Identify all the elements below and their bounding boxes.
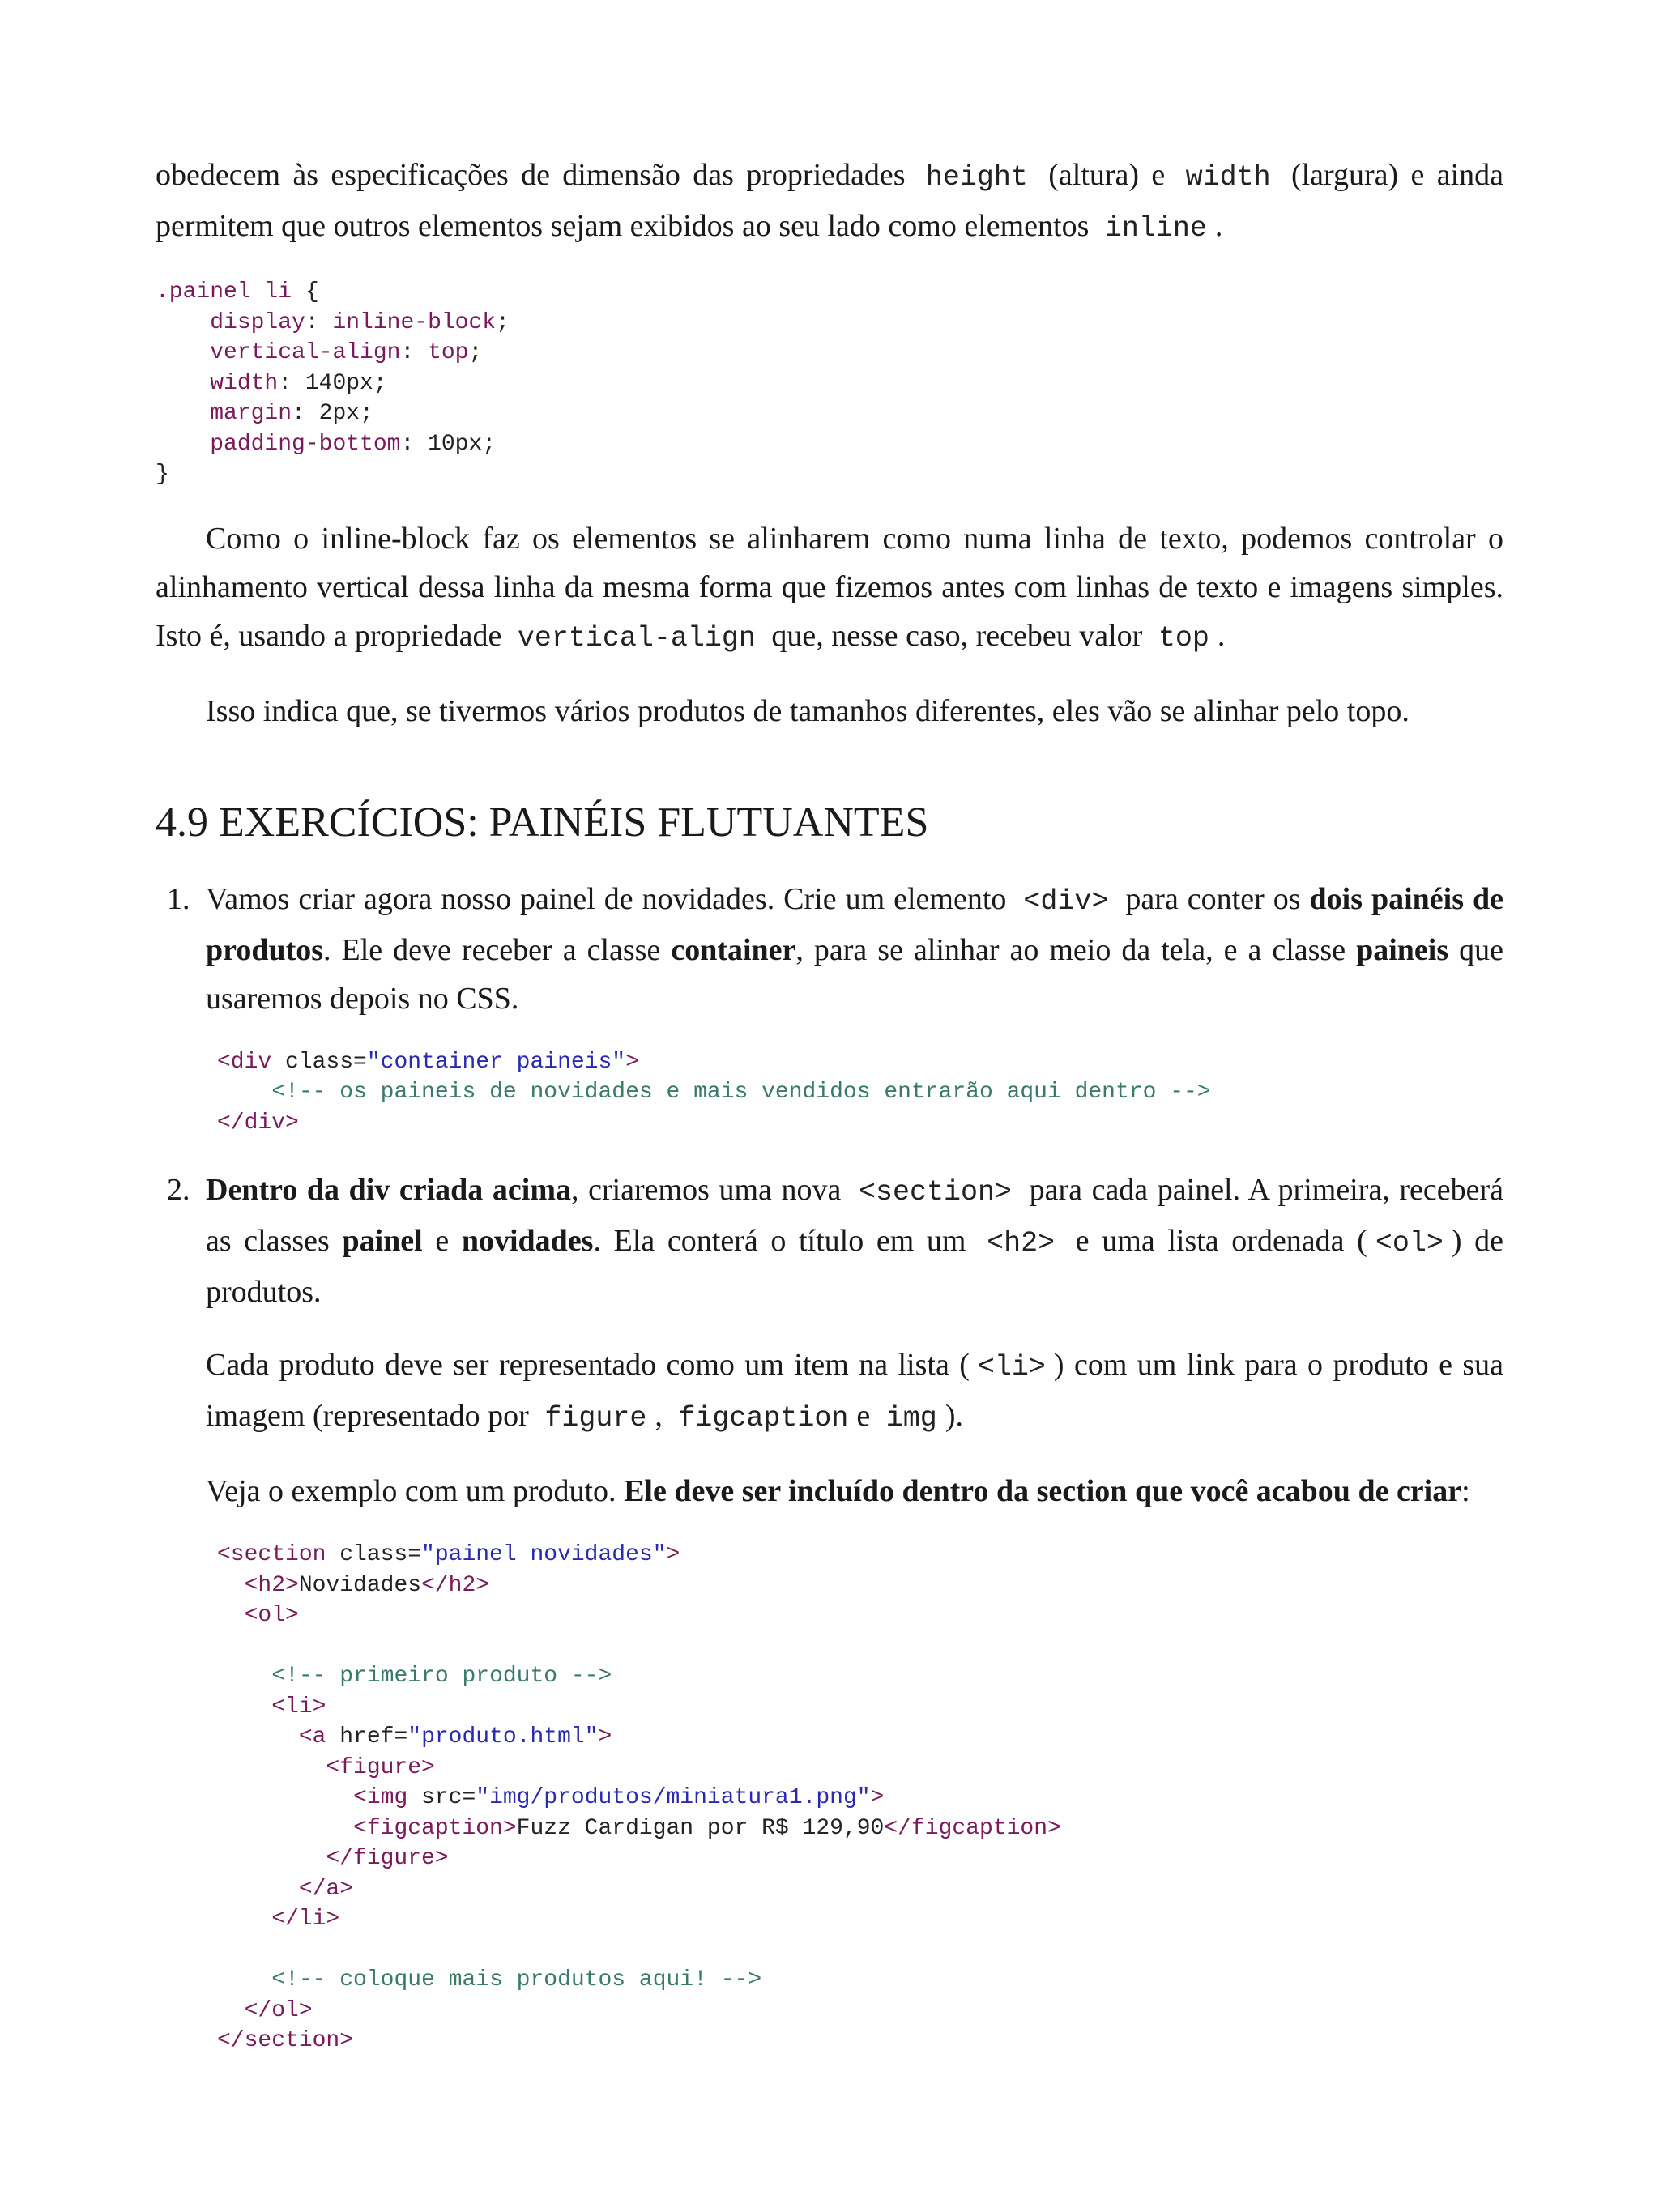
code-tag: </li>	[271, 1907, 340, 1932]
ex2-p2-text-5: ).	[945, 1399, 963, 1433]
css-prop-name: vertical-align	[210, 340, 401, 365]
code-width: width	[1185, 161, 1271, 194]
css-open-brace: {	[292, 279, 319, 305]
code-attr: class=	[326, 1542, 422, 1567]
ex2-text-5: e uma lista ordenada (	[1075, 1224, 1367, 1258]
code-tag: <section	[217, 1542, 326, 1567]
code-inline: inline	[1104, 212, 1207, 245]
code-tag: </a>	[298, 1876, 354, 1902]
paragraph-align-top: Isso indica que, se tivermos vários produtos de tamanhos diferentes, eles vão se alinhar pelo topo.	[206, 693, 1410, 728]
code-tag: <figure>	[326, 1754, 435, 1780]
code-top: top	[1158, 621, 1209, 654]
ex2-text-1: , criaremos uma nova	[570, 1173, 842, 1207]
intro-text-3: (largura) e ainda permitem que outros elementos sejam exibidos ao seu lado como elementos	[156, 158, 1504, 243]
code-string: "produto.html"	[407, 1724, 599, 1750]
ex2-bold-2: painel	[342, 1224, 423, 1258]
code-attr: href=	[326, 1724, 408, 1750]
code-tag: </figure>	[326, 1846, 449, 1871]
css-prop-name: padding-bottom	[210, 431, 401, 457]
ex2-text-3: e	[435, 1224, 450, 1258]
css-prop-name: margin	[210, 401, 292, 426]
exercise-1-text	[206, 875, 1503, 1023]
code-tag: <ol>	[244, 1603, 299, 1628]
ex2-text-6: ) de produtos.	[206, 1224, 1504, 1309]
exercise-2-number: 2.	[167, 1173, 190, 1207]
para2-text-1: Como o inline-block faz os elementos se alinharem como numa linha de texto, podemos controlar o alinhamento vertical dessa linha da mesma forma que fizemos antes com linhas de texto e imagens simples. Isto é, usando a propriedade	[156, 521, 1503, 653]
ex2-text-2: para cada painel. A primeira, receberá as classes	[206, 1173, 1503, 1258]
code-text: Novidades	[298, 1572, 422, 1598]
ex1-bold-1: dois painéis de produtos	[206, 881, 1503, 967]
css-prop-value: 10px	[428, 431, 483, 457]
css-selector: .painel li	[156, 279, 292, 305]
ex1-text-4: , para se alinhar ao meio da tela, e a classe	[795, 932, 1346, 967]
css-code-block: .painel li { display: inline-block; vertical-align: top; width: 140px; margin: 2px; padding-bottom: 10px; }	[156, 279, 510, 487]
html-code-block-div	[217, 1047, 1503, 1139]
exercise-2-paragraph-3	[206, 1467, 1503, 1515]
code-tag: </ol>	[244, 1997, 313, 2023]
css-prop-name: display	[210, 309, 305, 335]
code-h2: <h2>	[987, 1227, 1056, 1259]
code-tag: </figcaption>	[884, 1815, 1061, 1841]
intro-text-2: (altura) e	[1048, 158, 1166, 192]
code-tag: <figcaption>	[353, 1815, 517, 1841]
ex1-text-5: que usaremos depois no CSS.	[206, 932, 1504, 1016]
code-div: <div>	[1023, 884, 1109, 918]
ex2-p2-text-2: ) com um link para o produto e sua imagem (representado por	[206, 1348, 1503, 1433]
ex2-p2-text-1: Cada produto deve ser representado como um item na lista (	[206, 1348, 970, 1382]
ex2-bold-1: Dentro da div criada acima	[206, 1173, 571, 1207]
code-comment: <!-- primeiro produto -->	[271, 1664, 612, 1689]
section-title: 4.9 EXERCÍCIOS: PAINÉIS FLUTUANTES	[156, 799, 929, 846]
code-string: "painel novidades"	[421, 1542, 667, 1567]
intro-text-1: obedecem às especificações de dimensão das propriedades	[156, 158, 906, 192]
code-comment: <!-- os paineis de novidades e mais vendidos entrarão aqui dentro -->	[271, 1080, 1211, 1105]
ex2-p2-text-3: ,	[655, 1399, 663, 1433]
code-tag: <li>	[271, 1694, 326, 1720]
intro-text-4: .	[1214, 209, 1223, 243]
css-prop-value: inline-block	[332, 309, 497, 335]
css-prop-value: 140px	[305, 370, 373, 396]
code-comment: <!-- coloque mais produtos aqui! -->	[271, 1967, 762, 1993]
code-tag: >	[625, 1049, 639, 1075]
ex2-bold-3: novidades	[461, 1224, 594, 1258]
ex1-text-3: . Ele deve receber a classe	[323, 932, 661, 967]
para2-text-2: que, nesse caso, recebeu valor	[771, 618, 1143, 653]
code-height: height	[925, 161, 1028, 194]
code-tag: <img	[353, 1785, 408, 1810]
code-string: "img/produtos/miniatura1.png"	[476, 1785, 871, 1810]
ex2-p3-text-2: :	[1461, 1474, 1470, 1508]
code-string: "container paineis"	[366, 1049, 626, 1075]
code-tag: </h2>	[421, 1572, 490, 1598]
code-tag: >	[598, 1724, 612, 1750]
css-prop-value: 2px	[318, 401, 360, 426]
exercise-2-paragraph-2	[206, 1340, 1503, 1443]
code-vertical-align: vertical-align	[517, 621, 756, 654]
code-tag: <div	[217, 1049, 272, 1075]
exercise-1	[156, 875, 1503, 1139]
code-li: <li>	[977, 1351, 1046, 1383]
paragraph-inline-block	[156, 514, 1503, 663]
ex1-text-1: Vamos criar agora nosso painel de novidades. Crie um elemento	[206, 881, 1007, 916]
intro-paragraph	[156, 151, 1503, 253]
code-attr: src=	[407, 1785, 476, 1810]
exercise-1-number: 1.	[167, 881, 190, 916]
code-section: <section>	[858, 1176, 1012, 1208]
ex2-p3-bold: Ele deve ser incluído dentro da section que você acabou de criar	[624, 1474, 1462, 1508]
css-prop-value: top	[428, 340, 469, 365]
ex1-bold-3: paineis	[1356, 932, 1449, 967]
exercise-2-text	[206, 1166, 1503, 1316]
ex2-p2-text-4: e	[856, 1399, 871, 1433]
code-attr: class=	[271, 1049, 367, 1075]
css-prop-name: width	[210, 370, 279, 396]
code-figcaption: figcaption	[678, 1402, 849, 1434]
code-tag: <a	[298, 1724, 326, 1750]
exercise-2	[156, 1166, 1503, 2056]
para2-text-3: .	[1217, 618, 1226, 653]
ex2-text-4: . Ela conterá o título em um	[593, 1224, 966, 1258]
code-tag: </section>	[217, 2028, 354, 2053]
ex2-p3-text-1: Veja o exemplo com um produto.	[206, 1474, 616, 1508]
code-figure: figure	[544, 1402, 647, 1434]
ex1-text-2: para conter os	[1125, 881, 1301, 916]
code-ol: <ol>	[1375, 1227, 1444, 1259]
code-text: Fuzz Cardigan por R$ 129,90	[516, 1815, 885, 1841]
code-tag: >	[870, 1785, 885, 1810]
code-tag: <h2>	[244, 1572, 299, 1598]
code-tag: >	[666, 1542, 680, 1567]
code-img: img	[885, 1402, 937, 1434]
code-tag: </div>	[217, 1110, 299, 1136]
css-close-brace: }	[156, 462, 169, 487]
html-code-block-section	[217, 1540, 1503, 2056]
ex1-bold-2: container	[671, 932, 796, 967]
